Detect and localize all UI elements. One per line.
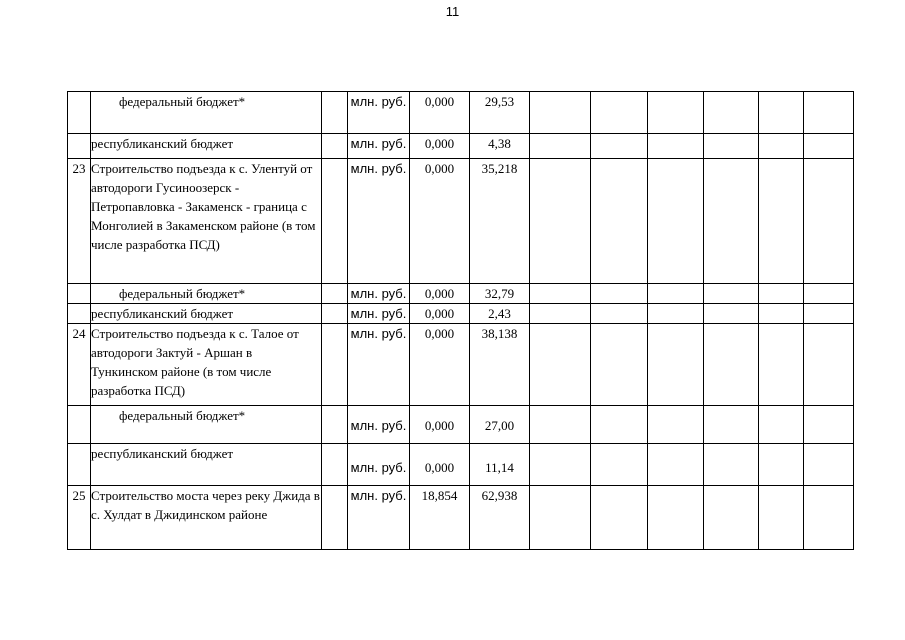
empty-cell [704,324,759,406]
table-row [68,304,854,324]
empty-cell [591,304,648,324]
empty-cell [322,486,348,550]
empty-cell [530,92,591,134]
empty-cell [759,444,804,486]
unit-cell: млн. руб. [348,406,410,444]
empty-cell [591,134,648,159]
name-cell: федеральный бюджет* [91,92,322,134]
empty-cell [804,486,854,550]
name-cell: федеральный бюджет* [91,406,322,444]
table-row [68,406,854,444]
row-number-cell [68,444,91,486]
value-cell: 0,000 [410,134,470,159]
empty-cell [530,304,591,324]
unit-cell: млн. руб. [348,324,410,406]
value-cell: 0,000 [410,324,470,406]
empty-cell [322,324,348,406]
unit-cell: млн. руб. [348,444,410,486]
row-number-cell [68,92,91,134]
empty-cell [759,486,804,550]
row-number-cell [68,284,91,304]
unit-cell: млн. руб. [348,159,410,284]
value-cell: 4,38 [470,134,530,159]
empty-cell [591,92,648,134]
value-cell: 18,854 [410,486,470,550]
table-row [68,444,854,486]
empty-cell [322,159,348,284]
value-cell: 0,000 [410,92,470,134]
empty-cell [759,159,804,284]
table-row [68,92,854,134]
value-cell: 62,938 [470,486,530,550]
empty-cell [530,284,591,304]
table-row [68,284,854,304]
empty-cell [530,134,591,159]
name-cell: республиканский бюджет [91,304,322,324]
empty-cell [591,284,648,304]
empty-cell [648,324,704,406]
table-row [68,486,854,550]
unit-cell: млн. руб. [348,304,410,324]
empty-cell [591,159,648,284]
empty-cell [530,406,591,444]
row-number-cell: 24 [68,324,91,406]
value-cell: 0,000 [410,284,470,304]
empty-cell [648,486,704,550]
empty-cell [322,444,348,486]
value-cell: 35,218 [470,159,530,284]
empty-cell [804,406,854,444]
empty-cell [648,304,704,324]
value-cell: 0,000 [410,444,470,486]
value-cell: 32,79 [470,284,530,304]
value-cell: 0,000 [410,304,470,324]
empty-cell [704,444,759,486]
empty-cell [759,134,804,159]
row-number-cell: 23 [68,159,91,284]
table-body [68,92,854,550]
row-number-cell [68,304,91,324]
empty-cell [648,284,704,304]
empty-cell [648,159,704,284]
empty-cell [322,134,348,159]
unit-cell: млн. руб. [348,92,410,134]
empty-cell [648,92,704,134]
value-cell: 29,53 [470,92,530,134]
empty-cell [322,304,348,324]
name-cell: Строительство подъезда к с. Улентуй от автодороги Гусиноозерск - Петропавловка - Закаменск - граница с Монголией в Закаменском районе (в том числе разработка ПСД) [91,159,322,284]
empty-cell [648,134,704,159]
name-cell: республиканский бюджет [91,134,322,159]
value-cell: 27,00 [470,406,530,444]
empty-cell [759,406,804,444]
value-cell: 0,000 [410,159,470,284]
value-cell: 11,14 [470,444,530,486]
empty-cell [322,284,348,304]
name-cell: Строительство подъезда к с. Талое от автодороги Зактуй - Аршан в Тункинском районе (в том числе разработка ПСД) [91,324,322,406]
empty-cell [648,444,704,486]
empty-cell [591,486,648,550]
empty-cell [704,284,759,304]
empty-cell [804,284,854,304]
value-cell: 38,138 [470,324,530,406]
empty-cell [759,284,804,304]
empty-cell [591,406,648,444]
value-cell: 0,000 [410,406,470,444]
empty-cell [704,92,759,134]
empty-cell [530,159,591,284]
table-row [68,134,854,159]
empty-cell [759,324,804,406]
empty-cell [804,159,854,284]
empty-cell [704,159,759,284]
unit-cell: млн. руб. [348,284,410,304]
empty-cell [804,324,854,406]
empty-cell [759,92,804,134]
empty-cell [530,444,591,486]
name-cell: республиканский бюджет [91,444,322,486]
budget-table [67,91,854,550]
empty-cell [530,324,591,406]
empty-cell [322,92,348,134]
empty-cell [322,406,348,444]
empty-cell [804,134,854,159]
empty-cell [530,486,591,550]
empty-cell [804,304,854,324]
empty-cell [591,324,648,406]
empty-cell [804,444,854,486]
empty-cell [591,444,648,486]
name-cell: Строительство моста через реку Джида в с. Хулдат в Джидинском районе [91,486,322,550]
unit-cell: млн. руб. [348,486,410,550]
table-row [68,324,854,406]
empty-cell [704,406,759,444]
empty-cell [704,304,759,324]
value-cell: 2,43 [470,304,530,324]
row-number-cell [68,406,91,444]
empty-cell [704,134,759,159]
empty-cell [759,304,804,324]
row-number-cell: 25 [68,486,91,550]
table-row [68,159,854,284]
empty-cell [648,406,704,444]
row-number-cell [68,134,91,159]
page-number: 11 [445,4,460,19]
unit-cell: млн. руб. [348,134,410,159]
empty-cell [804,92,854,134]
empty-cell [704,486,759,550]
name-cell: федеральный бюджет* [91,284,322,304]
